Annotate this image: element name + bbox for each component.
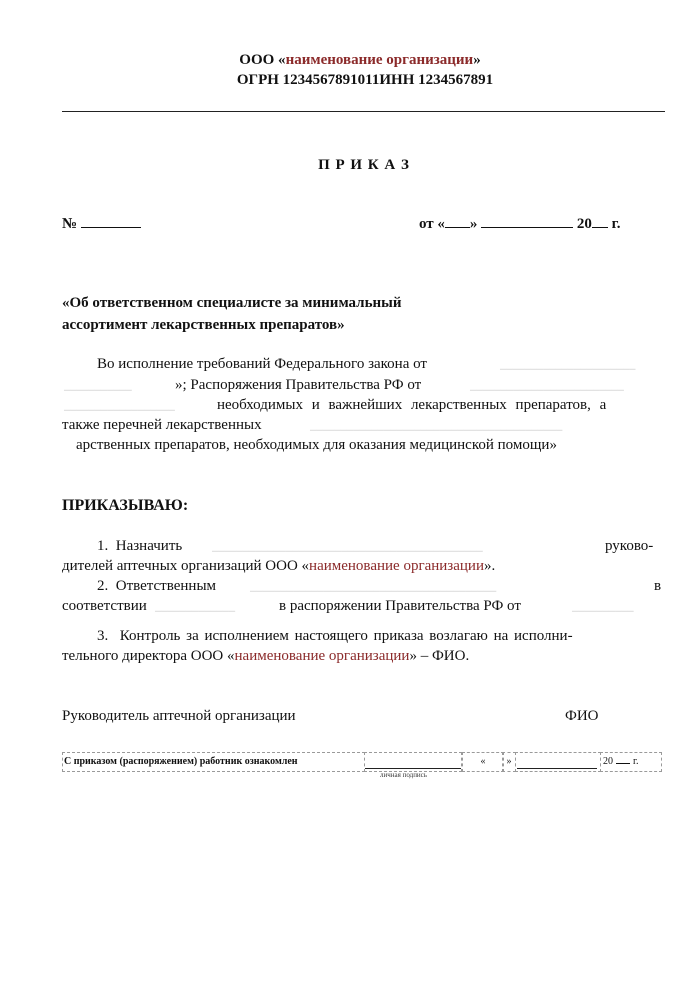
preamble-faded-5: ▁▁▁▁▁▁▁▁▁▁▁▁▁▁▁▁▁▁▁▁▁▁▁▁▁▁▁▁▁▁▁▁▁▁▁▁▁▁▁▁▁ <box>310 422 563 431</box>
org-prefix: ООО « <box>239 52 286 68</box>
item-3-line-2-a: тельного директора ООО « <box>62 648 235 664</box>
signature-role: Руководитель аптечной организации <box>62 708 296 724</box>
item-1-number: 1. <box>97 538 109 554</box>
date-quote-close: » <box>469 216 478 232</box>
preamble-faded-3: ▁▁▁▁▁▁▁▁▁▁▁▁▁▁▁▁▁▁▁▁▁▁▁▁▁ <box>470 382 624 391</box>
date-year: 20 <box>576 216 592 232</box>
item-2 <box>97 578 216 595</box>
preamble-line-1: Во исполнение требований Федерального закона от <box>97 356 427 372</box>
preamble-line-3: необходимых и важнейших лекарственных препаратов, а <box>217 397 607 413</box>
item-3 <box>97 628 573 645</box>
date-month-blank <box>481 226 573 228</box>
ack-year-cell <box>600 752 662 772</box>
ack-day-cell <box>462 752 504 772</box>
preamble-line-4: также перечней лекарственных <box>62 417 262 433</box>
ack-day-close-cell <box>502 752 516 772</box>
preamble-faded-2: ▁▁▁▁▁▁▁▁▁▁▁ <box>64 382 132 391</box>
item-1-faded: ▁▁▁▁▁▁▁▁▁▁▁▁▁▁▁▁▁▁▁▁▁▁▁▁▁▁▁▁▁▁▁▁▁▁▁▁▁▁▁▁▁▁▁▁ <box>212 543 483 552</box>
ack-label-cell <box>62 752 365 772</box>
document-title: П Р И К А З <box>318 157 410 173</box>
item-1 <box>97 538 182 555</box>
item-1-org-placeholder: наименование организации <box>309 558 484 574</box>
signature-name: ФИО <box>565 708 599 724</box>
order-heading: ПРИКАЗЫВАЮ: <box>62 497 189 514</box>
acknowledgement-row <box>62 752 659 780</box>
item-3-line-2-b: » – ФИО. <box>409 648 470 664</box>
ack-quote-open: « <box>480 756 486 767</box>
item-3-line-2 <box>62 648 469 665</box>
ack-year-suffix: г. <box>633 756 639 767</box>
ack-year: 20 <box>603 756 613 767</box>
number-blank <box>81 226 141 228</box>
number-label: № <box>62 216 78 232</box>
ack-quote-close: » <box>506 756 512 767</box>
preamble-line-5: арственных препаратов, необходимых для оказания медицинской помощи» <box>76 437 557 453</box>
item-2-line-2-a: соответствии <box>62 598 147 614</box>
preamble-faded-1: ▁▁▁▁▁▁▁▁▁▁▁▁▁▁▁▁▁▁▁▁▁▁ <box>500 361 636 370</box>
item-2-faded-3: ▁▁▁▁▁▁▁▁▁▁ <box>572 603 634 612</box>
header-divider <box>62 111 665 112</box>
item-1-line-2-a: дителей аптечных организаций ООО « <box>62 558 310 574</box>
org-name-placeholder: наименование организации <box>285 52 474 68</box>
item-2-number: 2. <box>97 578 109 594</box>
item-3-org-placeholder: наименование организации <box>234 648 410 664</box>
item-2-right: в <box>654 578 662 594</box>
ack-label: С приказом (распоряжением) работник ознакомлен <box>64 756 298 767</box>
ack-signature-cell <box>364 752 462 772</box>
item-2-line-2-b: в распоряжении Правительства РФ от <box>279 598 521 614</box>
ack-signature-caption: личная подпись <box>380 771 427 779</box>
item-3-number: 3. <box>97 628 109 644</box>
registration-line: ОГРН 1234567891011ИНН 1234567891 <box>236 72 494 88</box>
item-1-text: Назначить <box>115 538 183 554</box>
item-1-line-2 <box>62 558 495 575</box>
date-day-blank <box>445 226 470 228</box>
preamble-line-2: »; Распоряжения Правительства РФ от <box>175 377 422 393</box>
date-year-suffix: г. <box>611 216 621 232</box>
org-name-line <box>0 52 680 69</box>
item-2-faded: ▁▁▁▁▁▁▁▁▁▁▁▁▁▁▁▁▁▁▁▁▁▁▁▁▁▁▁▁▁▁▁▁▁▁▁▁▁▁▁▁ <box>250 583 497 592</box>
item-1-line-2-b: ». <box>483 558 496 574</box>
item-1-right: руково- <box>605 538 654 554</box>
subject-line-2: ассортимент лекарственных препаратов» <box>62 317 345 333</box>
org-suffix: » <box>473 52 481 68</box>
subject-line-1: «Об ответственном специалисте за минимальный <box>62 295 402 311</box>
date-from-label: от « <box>419 216 445 232</box>
item-2-faded-2: ▁▁▁▁▁▁▁▁▁▁▁▁▁ <box>155 603 235 612</box>
date-year-blank <box>592 226 608 228</box>
ack-year-blank <box>616 762 630 764</box>
preamble-faded-4: ▁▁▁▁▁▁▁▁▁▁▁▁▁▁▁▁▁▁ <box>64 402 175 411</box>
order-date <box>419 216 621 233</box>
item-3-text: Контроль за исполнением настоящего приказа возлагаю на исполни- <box>119 628 573 644</box>
order-number <box>62 216 141 233</box>
ack-month-cell <box>515 752 601 772</box>
item-2-text: Ответственным <box>115 578 217 594</box>
